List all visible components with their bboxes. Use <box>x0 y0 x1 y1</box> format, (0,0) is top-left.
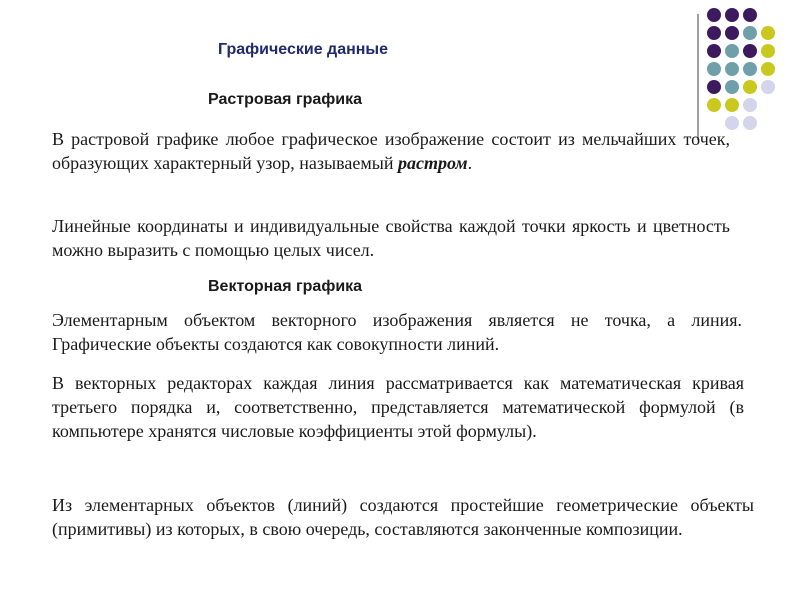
decorative-dot <box>743 8 757 22</box>
slide-title: Графические данные <box>218 41 388 58</box>
raster-paragraph-1-end: . <box>467 153 473 173</box>
decorative-dot <box>725 8 739 22</box>
decorative-dot-grid <box>707 8 797 138</box>
decorative-dot <box>761 80 775 94</box>
heading-vector: Векторная графика <box>208 278 363 295</box>
decorative-dot <box>707 44 721 58</box>
decorative-divider-line <box>697 14 699 140</box>
decorative-dot <box>725 62 739 76</box>
decorative-dot <box>725 44 739 58</box>
decorative-dot <box>761 62 775 76</box>
vector-paragraph-2: В векторных редакторах каждая линия рассматривается как математическая кривая третьего порядка и, соответственно, представляется математической формулой (в компьютере хранятся числовые коэффициенты этой формулы). <box>52 373 744 441</box>
raster-paragraph-1 <box>52 127 730 175</box>
decorative-dot <box>707 8 721 22</box>
heading-raster: Растровая графика <box>208 91 363 108</box>
decorative-dot <box>743 116 757 130</box>
decorative-dot <box>761 26 775 40</box>
raster-paragraph-2: Линейные координаты и индивидуальные свойства каждой точки яркость и цветность можно выразить с помощью целых чисел. <box>52 216 730 260</box>
decorative-dot <box>743 98 757 112</box>
decorative-dot <box>743 44 757 58</box>
decorative-dot <box>743 26 757 40</box>
decorative-dot <box>761 44 775 58</box>
decorative-dot <box>743 62 757 76</box>
decorative-dot <box>707 98 721 112</box>
decorative-dot <box>725 26 739 40</box>
raster-paragraph-1-text: В растровой графике любое графическое изображение состоит из мельчайших точек, образующих характерный узор, называемый <box>52 129 730 173</box>
raster-term: растром <box>397 153 468 173</box>
decorative-dot <box>707 26 721 40</box>
vector-paragraph-1: Элементарным объектом векторного изображения является не точка, а линия. Графические объекты создаются как совокупности линий. <box>52 310 742 354</box>
vector-paragraph-3: Из элементарных объектов (линий) создаются простейшие геометрические объекты (примитивы) из которых, в свою очередь, составляются законченные композиции. <box>52 495 754 539</box>
decorative-dot <box>707 62 721 76</box>
decorative-dot <box>743 80 757 94</box>
decorative-dot <box>725 80 739 94</box>
decorative-dot <box>725 98 739 112</box>
decorative-dot <box>707 80 721 94</box>
